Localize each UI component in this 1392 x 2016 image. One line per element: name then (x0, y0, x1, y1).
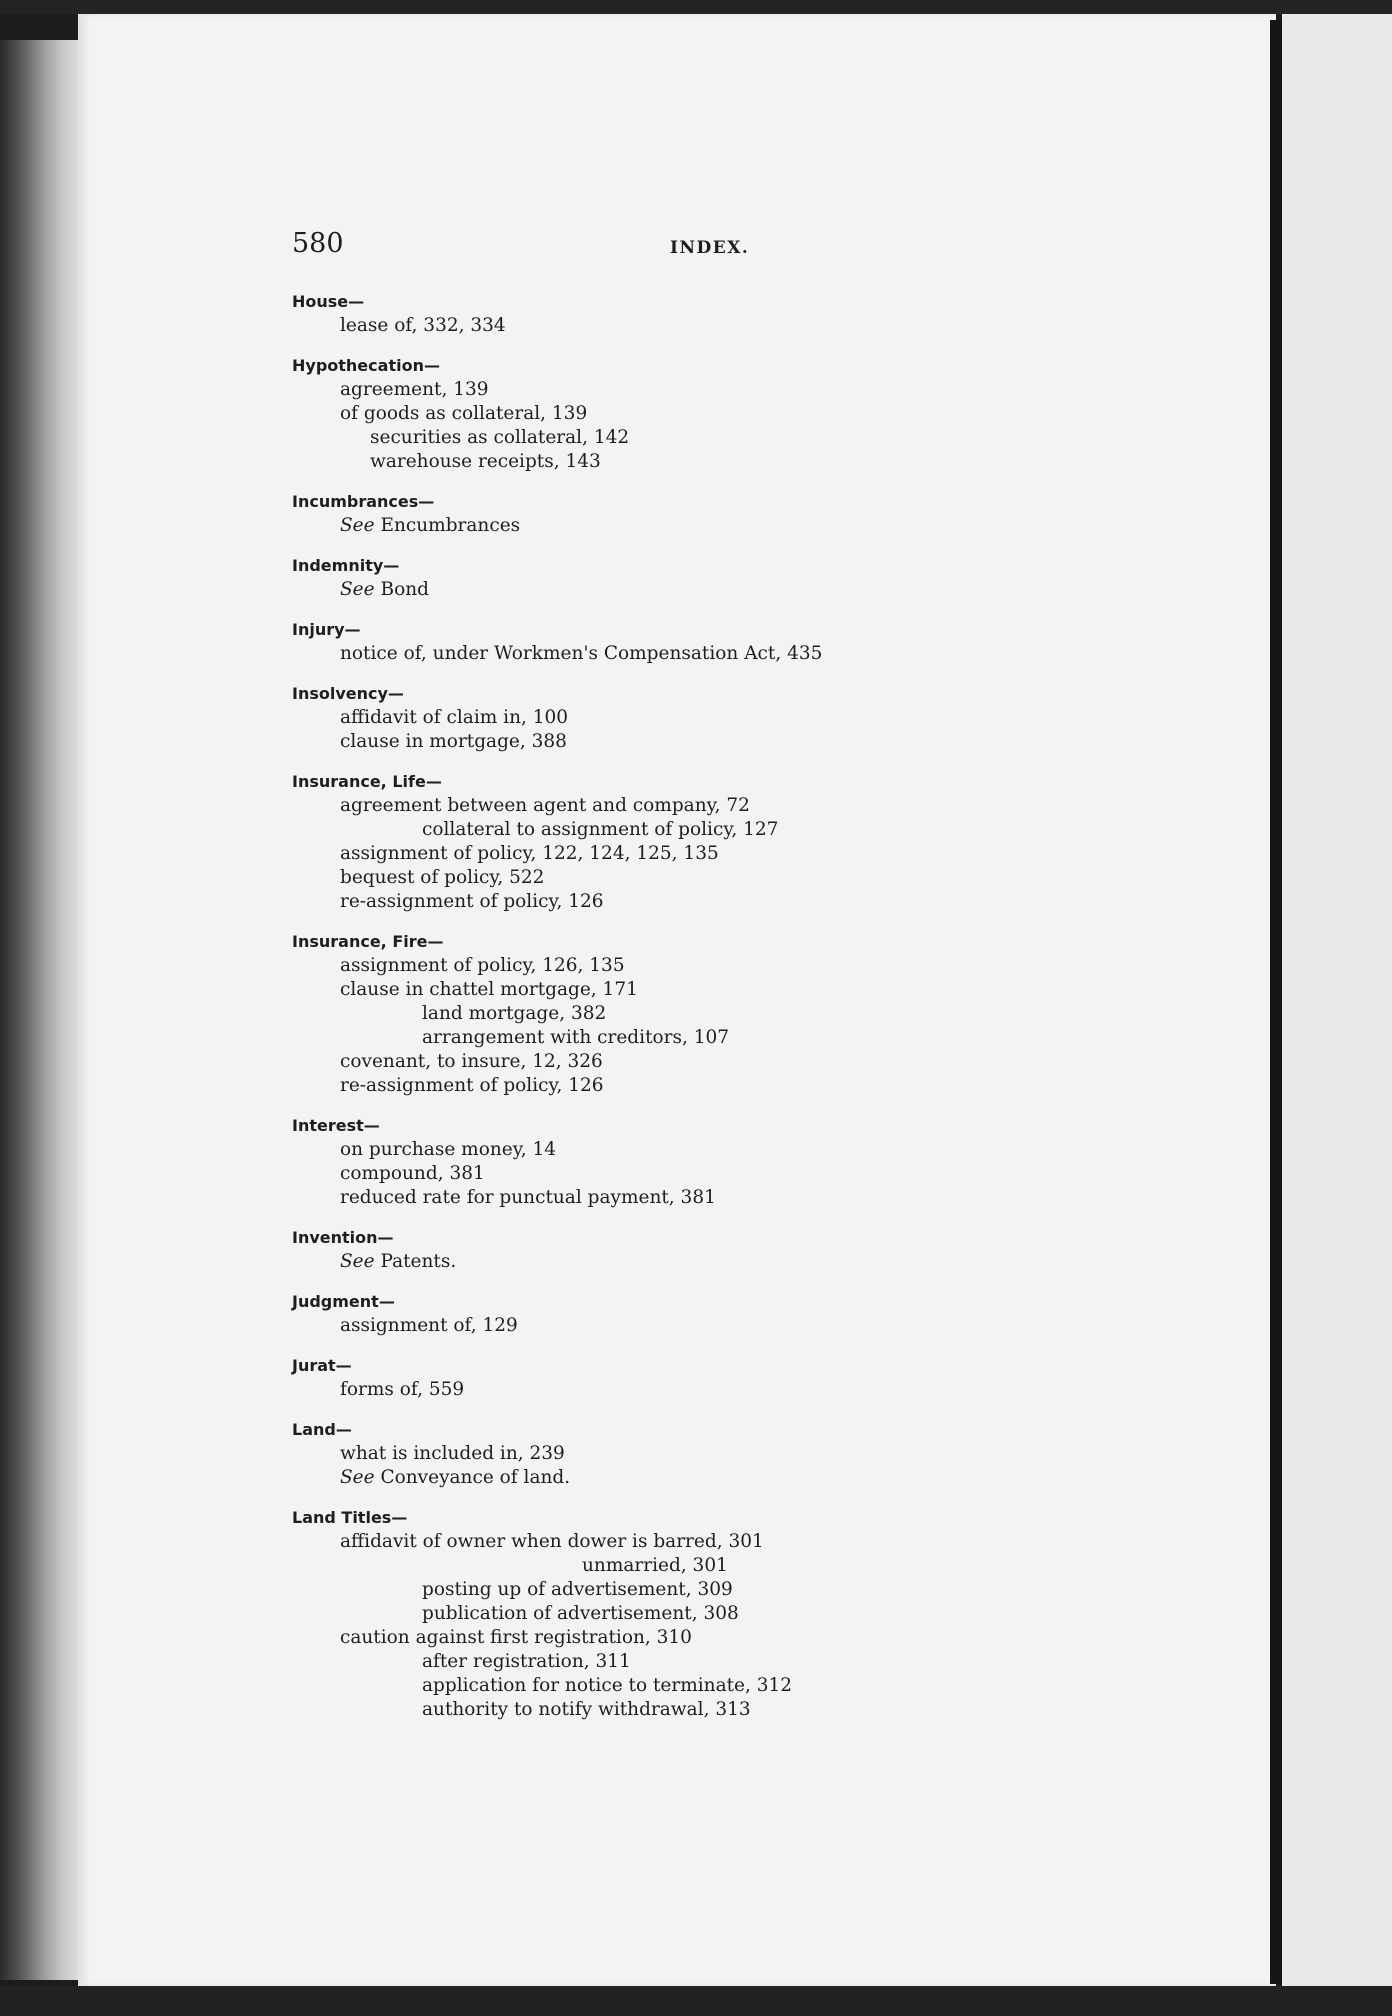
subentry: forms of, 559 (340, 1379, 465, 1400)
subentry: clause in chattel mortgage, 171 (340, 979, 638, 1000)
subentry: land mortgage, 382 (422, 1003, 607, 1024)
index-entry-hypothecation (292, 354, 1192, 474)
page-edge-shadow (0, 40, 78, 1980)
subentry: clause in mortgage, 388 (340, 731, 567, 752)
subentry: re-assignment of policy, 126 (340, 891, 604, 912)
entry-heading: Invention— (292, 1228, 394, 1247)
entry-heading: House— (292, 292, 365, 311)
index-entry-land (292, 1418, 1192, 1490)
entry-heading: Land— (292, 1420, 352, 1439)
entry-heading: Interest— (292, 1116, 380, 1135)
entry-heading: Incumbrances— (292, 492, 435, 511)
index-entry-insolvency (292, 682, 1192, 754)
subentry: agreement, 139 (340, 379, 489, 400)
subentry: securities as collateral, 142 (370, 427, 630, 448)
subentry: assignment of, 129 (340, 1315, 518, 1336)
index-entry-interest (292, 1114, 1192, 1210)
subentry: compound, 381 (340, 1163, 485, 1184)
subentry: re-assignment of policy, 126 (340, 1075, 604, 1096)
scan-top-border (0, 0, 1392, 14)
subentry: affidavit of owner when dower is barred, 301 (340, 1531, 764, 1552)
entry-heading: Jurat— (292, 1356, 352, 1375)
subentry: on purchase money, 14 (340, 1139, 557, 1160)
index-entry-house (292, 290, 1192, 338)
subentry: bequest of policy, 522 (340, 867, 545, 888)
cross-reference (292, 1250, 1192, 1274)
cross-reference (292, 578, 1192, 602)
running-head: INDEX. (670, 238, 750, 258)
subentry: arrangement with creditors, 107 (422, 1027, 730, 1048)
subentry: affidavit of claim in, 100 (340, 707, 569, 728)
index-entry-insurance-life (292, 770, 1192, 914)
entry-heading: Judgment— (292, 1292, 395, 1311)
see-label: See (340, 579, 375, 600)
cross-reference (292, 1466, 1192, 1490)
index-entry-jurat (292, 1354, 1192, 1402)
page-number: 580 (292, 228, 344, 259)
scan-bottom-border (0, 1986, 1392, 2016)
subentry: publication of advertisement, 308 (422, 1603, 739, 1624)
subentry: what is included in, 239 (340, 1443, 565, 1464)
index-entry-insurance-fire (292, 930, 1192, 1098)
index-entry-incumbrances (292, 490, 1192, 538)
cross-reference (292, 514, 1192, 538)
entry-heading: Injury— (292, 620, 361, 639)
subentry: collateral to assignment of policy, 127 (422, 819, 779, 840)
entry-heading: Insurance, Life— (292, 772, 442, 791)
entry-heading: Indemnity— (292, 556, 400, 575)
subentry: covenant, to insure, 12, 326 (340, 1051, 603, 1072)
subentry: posting up of advertisement, 309 (422, 1579, 733, 1600)
entry-heading: Insolvency— (292, 684, 404, 703)
book-gutter (1270, 20, 1282, 1984)
index-entry-injury (292, 618, 1192, 666)
subentry: authority to notify withdrawal, 313 (422, 1699, 751, 1720)
page-header (292, 228, 1192, 268)
subentry: assignment of policy, 122, 124, 125, 135 (340, 843, 719, 864)
cross-reference-target: Bond (380, 579, 429, 600)
entry-heading: Hypothecation— (292, 356, 440, 375)
cross-reference-target: Encumbrances (380, 515, 521, 536)
see-label: See (340, 515, 375, 536)
index-entry-land-titles (292, 1506, 1192, 1722)
facing-page-edge (1282, 14, 1392, 1986)
entry-heading: Land Titles— (292, 1508, 408, 1527)
index-entry-indemnity (292, 554, 1192, 602)
subentry: after registration, 311 (422, 1651, 631, 1672)
index-entry-judgment (292, 1290, 1192, 1338)
subentry: caution against first registration, 310 (340, 1627, 692, 1648)
subentry: assignment of policy, 126, 135 (340, 955, 625, 976)
subentry: agreement between agent and company, 72 (340, 795, 750, 816)
subentry: notice of, under Workmen's Compensation Act, 435 (340, 643, 823, 664)
subentry: reduced rate for punctual payment, 381 (340, 1187, 716, 1208)
cross-reference-target: Patents. (380, 1251, 457, 1272)
subentry: lease of, 332, 334 (340, 315, 506, 336)
cross-reference-target: Conveyance of land. (380, 1467, 571, 1488)
index-entry-invention (292, 1226, 1192, 1274)
see-label: See (340, 1467, 375, 1488)
entry-heading: Insurance, Fire— (292, 932, 444, 951)
subentry: warehouse receipts, 143 (370, 451, 601, 472)
index-content (292, 228, 1192, 1738)
subentry: application for notice to terminate, 312 (422, 1675, 793, 1696)
subentry: of goods as collateral, 139 (340, 403, 588, 424)
subentry: unmarried, 301 (582, 1555, 728, 1576)
see-label: See (340, 1251, 375, 1272)
